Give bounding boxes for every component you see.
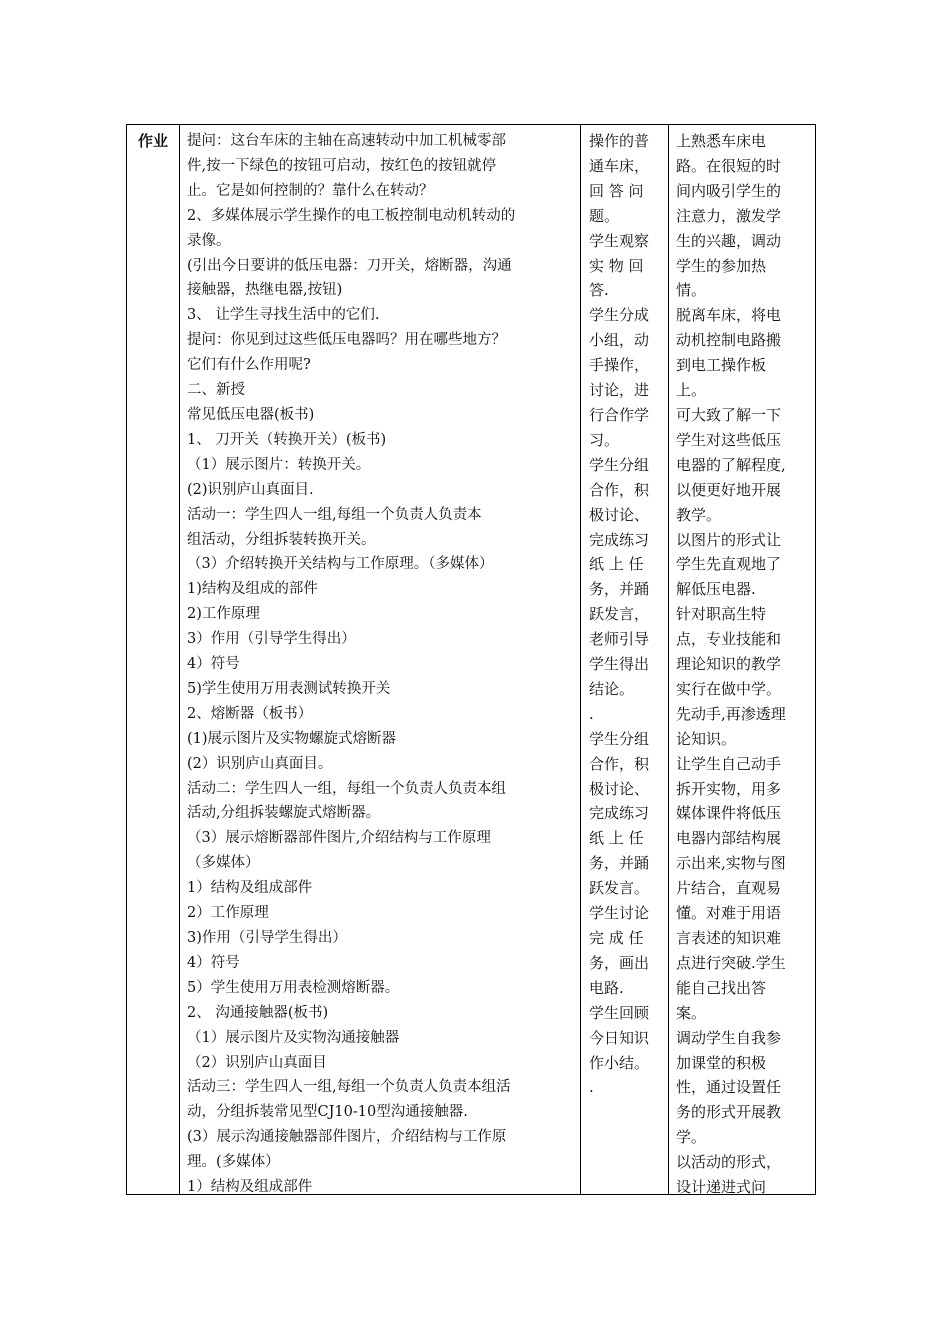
text-line: 以活动的形式， [676, 1153, 782, 1172]
text-line: 拆开实物，用多 [676, 779, 782, 798]
text-line: 电器内部结构展 [676, 829, 782, 848]
text-line: 1、 刀开关（转换开关）(板书) [187, 431, 387, 448]
text-line: 注意力，激发学 [676, 206, 782, 225]
text-line: 加课堂的积极 [676, 1053, 767, 1072]
text-line: 路。在很短的时 [676, 156, 782, 175]
text-line: 懂。对难于用语 [676, 904, 782, 923]
text-line: （1）展示图片及实物沟通接触器 [187, 1029, 400, 1046]
text-line: 针对职高生特 [676, 605, 767, 624]
text-line: 学。 [676, 1128, 707, 1147]
text-line: 学生回顾 [589, 1003, 650, 1022]
text-line: 3、 让学生寻找生活中的它们. [187, 307, 380, 324]
text-line: 性，通过设置任 [676, 1078, 782, 1097]
text-line: 务，并踊 [589, 580, 650, 599]
text-line: 先动手,再渗透理 [676, 704, 786, 723]
text-line: 生的兴趣，调动 [676, 231, 782, 250]
text-line: 2、多媒体展示学生操作的电工板控制电动机转动的 [187, 207, 516, 224]
text-line: （1）展示图片：转换开关。 [187, 456, 371, 473]
text-line: 务，并踊 [589, 854, 650, 873]
text-line: 极讨论、 [589, 779, 650, 798]
text-line: 题。 [589, 206, 620, 225]
text-line: 它们有什么作用呢? [187, 357, 311, 374]
text-line: 理论知识的教学 [676, 655, 782, 674]
text-line: 调动学生自我参 [676, 1028, 782, 1047]
text-line: 通车床， [589, 156, 650, 175]
text-line: 1）结构及组成部件 [187, 1179, 313, 1196]
text-line: 小组，动 [589, 331, 650, 350]
text-line: 电器的了解程度, [676, 455, 786, 474]
text-line: 让学生自己动手 [676, 754, 782, 773]
text-line: 学生观察 [589, 231, 650, 250]
text-line: 件,按一下绿色的按钮可启动，按红色的按钮就停 [187, 157, 497, 174]
text-line: 理。(多媒体） [187, 1154, 280, 1171]
text-line: 手操作， [589, 356, 650, 375]
text-line: 学生分成 [589, 306, 650, 325]
text-line: 2、 沟通接触器(板书) [187, 1004, 329, 1021]
text-line: 提问：你见到过这些低压电器吗？用在哪些地方？ [187, 332, 506, 349]
text-line: . [589, 704, 594, 723]
text-line: 学生分组 [589, 729, 650, 748]
text-line: 录像。 [187, 232, 231, 249]
text-line: 脱离车床，将电 [676, 306, 782, 325]
text-line: 合作，积 [589, 754, 650, 773]
text-line: 以图片的形式让 [676, 530, 782, 549]
text-line: 学生对这些低压 [676, 430, 782, 449]
text-line: 提问：这台车床的主轴在高速转动中加工机械零部 [187, 133, 506, 149]
text-line: 论知识。 [676, 729, 737, 748]
section-label: 作业 [137, 132, 168, 150]
column-divider [668, 125, 669, 1194]
text-line: 活动三：学生四人一组,每组一个负责人负责本组活 [187, 1079, 511, 1096]
text-line: 结论。 [589, 679, 635, 698]
text-line: 作小结。 [589, 1053, 650, 1072]
teaching-content-column [187, 129, 579, 1200]
text-line: （多媒体） [187, 855, 260, 872]
text-line: 学生讨论 [589, 904, 650, 923]
text-line: 讨论，进 [589, 381, 650, 400]
text-line: 可大致了解一下 [676, 405, 782, 424]
text-line: 3）作用（引导学生得出） [187, 631, 356, 648]
text-line: （3）介绍转换开关结构与工作原理。（多媒体） [187, 556, 494, 573]
design-intent-column [676, 129, 808, 1200]
text-line: 1）结构及组成部件 [187, 880, 313, 897]
text-line: 答. [589, 281, 609, 300]
column-divider [179, 125, 180, 1194]
text-line: (3）展示沟通接触器部件图片，介绍结构与工作原 [187, 1129, 507, 1146]
text-line: 媒体课件将低压 [676, 804, 782, 823]
text-line: 实 物 回 [589, 256, 644, 275]
text-line: 行合作学 [589, 405, 650, 424]
text-line: 以便更好地开展 [676, 480, 782, 499]
text-line: 完成练习 [589, 804, 650, 823]
text-line: 点，专业技能和 [676, 630, 782, 649]
text-line: 点进行突破.学生 [676, 953, 786, 972]
text-line: 设计递进式问 [676, 1178, 767, 1197]
text-line: 5)学生使用万用表测试转换开关 [187, 680, 391, 697]
text-line: 电路. [589, 978, 624, 997]
text-line: 今日知识 [589, 1028, 650, 1047]
text-line: 2、熔断器（板书） [187, 705, 313, 722]
text-line: (2）识别庐山真面目。 [187, 755, 333, 772]
text-line: 活动,分组拆装螺旋式熔断器。 [187, 805, 381, 822]
student-activity-column [589, 129, 667, 1100]
text-line: 组活动，分组拆装转换开关。 [187, 531, 376, 548]
text-line: (引出今日要讲的低压电器：刀开关，熔断器，沟通 [187, 257, 512, 274]
text-line: 动机控制电路搬 [676, 331, 782, 350]
text-line: 上熟悉车床电 [676, 132, 767, 150]
column-divider [580, 125, 581, 1194]
text-line: 操作的普 [589, 132, 650, 150]
text-line: 纸 上 任 [589, 555, 644, 574]
text-line: 3)作用（引导学生得出） [187, 930, 347, 946]
text-line: 2)工作原理 [187, 606, 260, 623]
text-line: 示出来,实物与图 [676, 854, 786, 873]
text-line: 学生分组 [589, 455, 650, 474]
text-line: 片结合，直观易 [676, 879, 782, 898]
text-line: 务，画出 [589, 953, 650, 972]
text-line: 学生的参加热 [676, 256, 767, 275]
text-line: 4）符号 [187, 954, 240, 971]
text-line: 习。 [589, 430, 620, 449]
text-line: 常见低压电器(板书) [187, 406, 315, 423]
text-line: 学生先直观地了 [676, 555, 782, 574]
text-line: 二、新授 [187, 382, 245, 399]
text-line: 情。 [676, 281, 707, 300]
text-line: 跃发言， [589, 605, 650, 624]
text-line: 实行在做中学。 [676, 679, 782, 698]
text-line: (2)识别庐山真面目. [187, 481, 314, 498]
text-line: 教学。 [676, 505, 722, 524]
text-line: 务的形式开展教 [676, 1103, 782, 1122]
text-line: 2）工作原理 [187, 905, 269, 922]
text-line: 4）符号 [187, 656, 240, 673]
text-line: 上。 [676, 381, 707, 400]
text-line: 合作，积 [589, 480, 650, 499]
text-line: . [589, 1078, 594, 1097]
text-line: 动，分组拆装常见型CJ10-10型沟通接触器. [187, 1104, 468, 1121]
text-line: 完成练习 [589, 530, 650, 549]
text-line: 学生得出 [589, 655, 650, 674]
text-line: 活动二：学生四人一组，每组一个负责人负责本组 [187, 780, 506, 797]
text-line: 老师引导 [589, 630, 650, 649]
text-line: 完 成 任 [589, 929, 644, 947]
text-line: 回 答 问 [589, 181, 644, 200]
text-line: 解低压电器. [676, 580, 756, 599]
text-line: 案。 [676, 1003, 707, 1022]
text-line: 到电工操作板 [676, 356, 767, 375]
text-line: 能自己找出答 [676, 978, 767, 997]
text-line: （3）展示熔断器部件图片,介绍结构与工作原理 [187, 830, 491, 847]
text-line: 纸 上 任 [589, 829, 644, 848]
text-line: 跃发言。 [589, 879, 650, 898]
text-line: 间内吸引学生的 [676, 181, 782, 200]
lesson-plan-table [126, 124, 816, 1195]
text-line: 接触器，热继电器,按钮) [187, 282, 343, 299]
text-line: 5）学生使用万用表检测熔断器。 [187, 979, 400, 996]
text-line: 止。它是如何控制的？靠什么在转动？ [187, 182, 434, 199]
text-line: 极讨论、 [589, 505, 650, 524]
text-line: 1)结构及组成的部件 [187, 581, 318, 598]
text-line: （2）识别庐山真面目 [187, 1054, 327, 1071]
text-line: 言表述的知识难 [676, 929, 782, 947]
text-line: (1)展示图片及实物螺旋式熔断器 [187, 730, 397, 747]
text-line: 活动一：学生四人一组,每组一个负责人负责本 [187, 506, 482, 523]
